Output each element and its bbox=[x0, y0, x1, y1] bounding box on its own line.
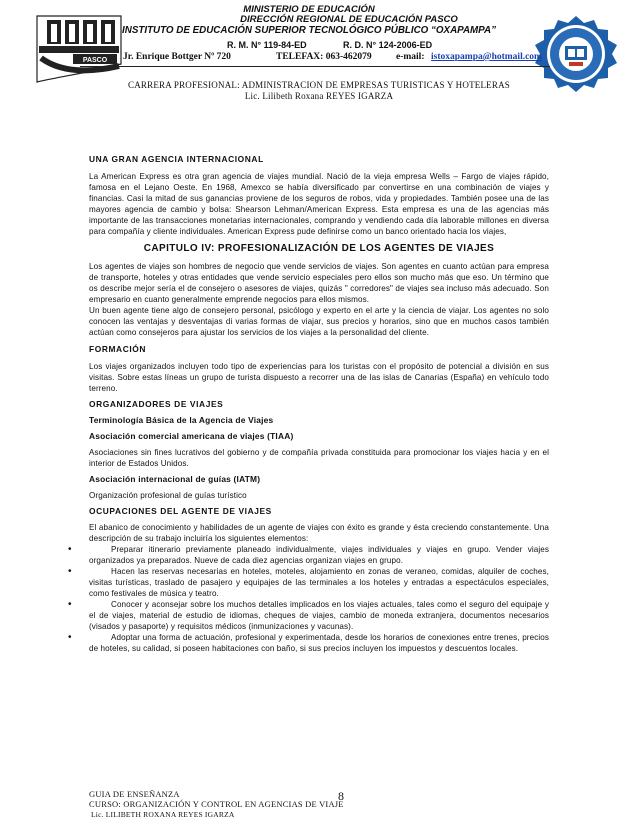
paragraph-formacion: Los viajes organizados incluyen todo tipo de experiencias para los turistas con el propósito de potencial a división en sus visitas. Sobre estas líneas un grupo de turista dispuesto a recorrer una de las islas de Canarias (España) en vehículo todo terreno. bbox=[89, 362, 549, 393]
list-item bbox=[68, 599, 549, 632]
svg-text:PASCO: PASCO bbox=[82, 57, 108, 64]
footer-guide: GUIA DE ENSEÑANZA bbox=[89, 789, 180, 799]
heading-tiaa: Asociación comercial americana de viajes (TIAA) bbox=[89, 431, 294, 441]
document-body bbox=[68, 154, 549, 654]
bullet-icon: • bbox=[68, 566, 72, 577]
header-rm: R. M. N° 119-84-ED bbox=[227, 40, 307, 50]
heading-ocupaciones: OCUPACIONES DEL AGENTE DE VIAJES bbox=[89, 506, 272, 516]
heading-organizadores: ORGANIZADORES DE VIAJES bbox=[89, 399, 224, 409]
list-item-text: Hacen las reservas necesarias en hoteles, moteles, alojamiento en zonas de veraneo, comidas, alquiler de coches, visitas turísticas, traslado de pasajero y equipajes de las terminales a los hoteles y entradas a espectáculos especiales, como festivales de música y teatro. bbox=[89, 567, 549, 598]
paragraph-agentes: Los agentes de viajes son hombres de negocio que vende servicios de viajes. Son agentes en cuanto actúan para empresa de transporte, hoteles y otras entidades que vende servicio especiales pero ellos son mucho más que eso. Un término que os describe mejor sería el de consejero o asesores de viajes, quizás " corredores" de viajes sea incluso más adecuado. Son empresario en cuanto generalmente emprende negocios para ellos mismos. bbox=[89, 262, 549, 304]
paragraph-tiaa: Asociaciones sin fines lucrativos del gobierno y de compañía privada constituida para promocionar los viajes hacia y en el interior de Estados Unidos. bbox=[89, 448, 549, 468]
header-institute: INSTITUTO DE EDUCACIÓN SUPERIOR TECNOLÓGICO PÚBLICO “OXAPAMPA” bbox=[122, 25, 496, 36]
bullet-icon: • bbox=[68, 599, 72, 610]
page-number: 8 bbox=[338, 789, 344, 803]
header-ministry: MINISTERIO DE EDUCACIÓN bbox=[243, 4, 375, 15]
header-rd: R. D. N° 124-2006-ED bbox=[343, 40, 433, 50]
paragraph-ocupaciones: El abanico de conocimiento y habilidades de un agente de viajes con éxito es grande y ésta creciendo constantemente. Una descripción de su trabajo incluiría los siguientes elementos: bbox=[89, 523, 549, 543]
header-direction: DIRECCIÓN REGIONAL DE EDUCACIÓN PASCO bbox=[240, 14, 458, 25]
header-telefax: TELEFAX: 063-462079 bbox=[276, 52, 372, 62]
chapter-title: CAPITULO IV: PROFESIONALIZACIÓN DE LOS AGENTES DE VIAJES bbox=[143, 243, 495, 254]
teacher-name: Lic. Lilibeth Roxana REYES IGARZA bbox=[244, 91, 394, 101]
header-email-link[interactable]: istoxapampa@hotmail.com bbox=[431, 52, 542, 62]
footer-course: CURSO: ORGANIZACIÓN Y CONTROL EN AGENCIAS DE VIAJE bbox=[89, 799, 344, 809]
list-item bbox=[68, 566, 549, 599]
header-rule bbox=[80, 66, 550, 67]
heading-gran-agencia: UNA GRAN AGENCIA INTERNACIONAL bbox=[89, 154, 264, 164]
footer-teacher: Lic. LILIBETH ROXANA REYES IGARZA bbox=[91, 810, 235, 819]
paragraph-american-express: La American Express es otra gran agencia de viajes mundial. Nació de la vieja empresa Wells – Fargo de viajes rápido, famosa en el Lejano Oeste. En 1968, Amexco se había diversificado par convertirse en una combinación de viajes y financias. Casi la mitad de sus ganancias proviene de los seguros de robos, vida y propiedades. También posee una de las mayores agencia de cambio y bolsa: Shearson Lehman/American Express. Esta empresa es una de las agencias más importante de las transacciones monetarias internacionales, comprando y vendiendo cada día laborable millones en diversa para compañía y cliente individuales. American Express pude definirse como un banco orientado hacia los viajes, bbox=[89, 172, 549, 236]
heading-iatm: Asociación internacional de guías (IATM) bbox=[89, 474, 261, 484]
header-email-label: e-mail: bbox=[396, 52, 425, 62]
header-address: Jr. Enrique Bottger Nº 720 bbox=[123, 52, 231, 62]
list-item-text: Preparar itinerario previamente planeado individualmente, viajes individuales y viajes en grupo. Vender viajes organizados ya preparados. Nueve de cada diez agencias organizan viajes en grupo. bbox=[89, 545, 549, 565]
list-item bbox=[68, 632, 549, 654]
list-item bbox=[68, 544, 549, 566]
paragraph-buen-agente: Un buen agente tiene algo de consejero personal, psicólogo y experto en el arte y la ciencia de viajar. Los agentes no solo conocen las ventajas y desventajas di varias formas de viajar, sus precios y horarios, sino que en muchos casos también actúan como consejeros para ajustar los servicios de los viajes a la personalidad del cliente. bbox=[89, 306, 549, 337]
bullet-icon: • bbox=[68, 632, 72, 643]
heading-formacion: FORMACIÓN bbox=[89, 344, 147, 354]
list-item-text: Adoptar una forma de actuación, profesional y experimentada, desde los horarios de conexiones entre trenes, precios de hoteles, su calidad, si poseen habitaciones con baño, si sus precios incluyen los impuestos y descuentos locales. bbox=[89, 633, 549, 653]
list-item-text: Conocer y aconsejar sobre los muchos detalles implicados en los viajes actuales, tales como el seguro del equipaje y el de viajes, material de estudio de idiomas, cheques de viajes, cambio de moneda extranjera, documentos necesarios (visados y pasaporte) y requisitos médicos (inmunizaciones y vacunas). bbox=[89, 600, 549, 631]
paragraph-iatm: Organización profesional de guías turístico bbox=[89, 491, 247, 500]
heading-terminologia: Terminología Básica de la Agencia de Viajes bbox=[89, 415, 274, 425]
career-title: CARRERA PROFESIONAL: ADMINISTRACION DE EMPRESAS TURISTICAS Y HOTELERAS bbox=[128, 80, 510, 90]
bullet-icon: • bbox=[68, 544, 72, 555]
